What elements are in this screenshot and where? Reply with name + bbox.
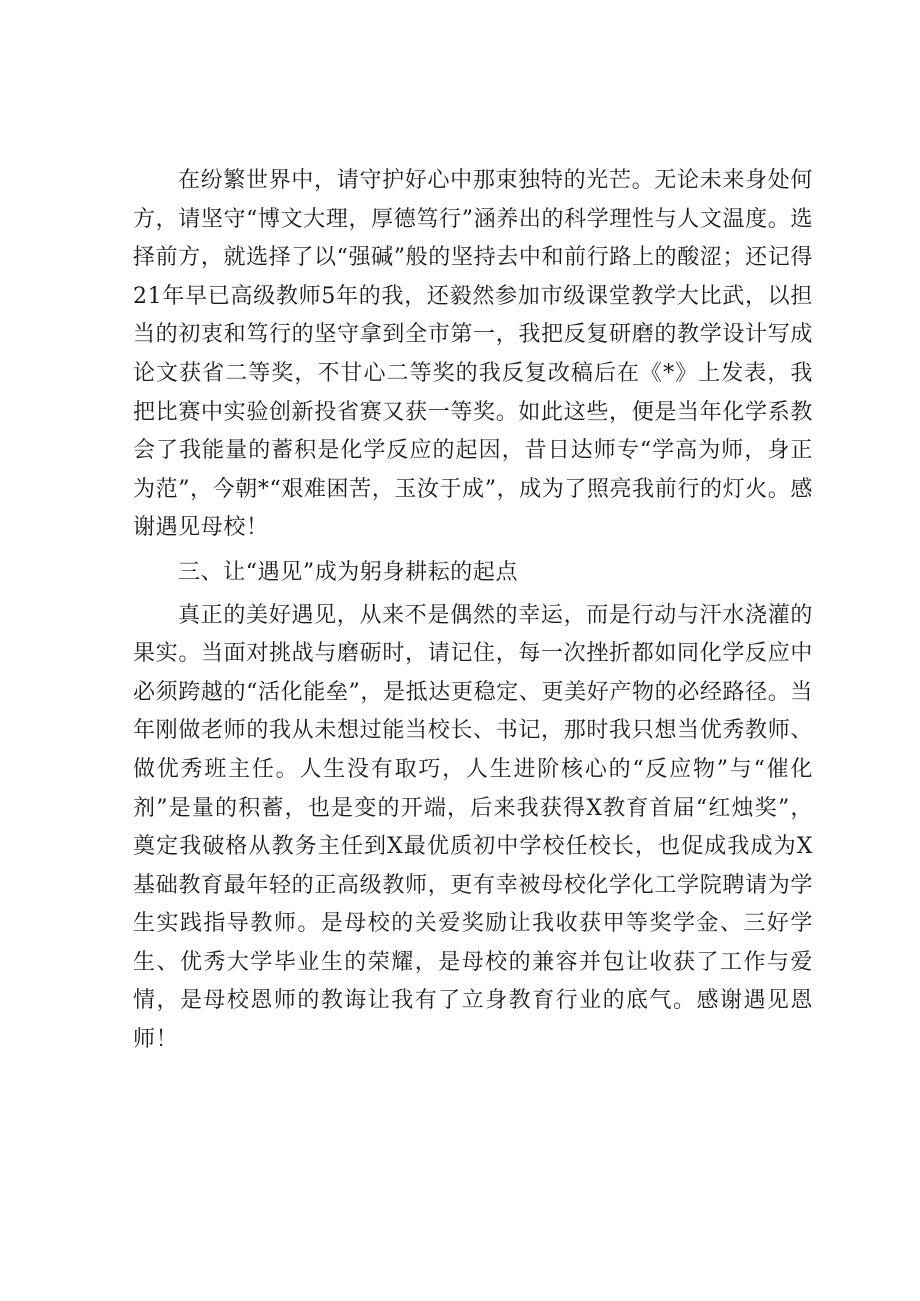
paragraph-gratitude-alma-mater: 在纷繁世界中，请守护好心中那束独特的光芒。无论未来身处何方，请坚守“博文大理，厚德笃行”涵养出的科学理性与人文温度。选择前方，就选择了以“强碱”般的坚持去中和前行路上的酸涩；还记得21年早已高级教师5年的我，还毅然参加市级课堂教学大比武，以担当的初衷和笃行的坚守拿到全市第一，我把反复研磨的教学设计写成论文获省二等奖，不甘心二等奖的我反复改稿后在《*》上发表，我把比赛中实验创新投省赛又获一等奖。如此这些，便是当年化学系教会了我能量的蓄积是化学反应的起因，昔日达师专“学高为师，身正为范”，今朝*“艰难困苦，玉汝于成”，成为了照亮我前行的灯火。感谢遇见母校！: [133, 168, 813, 541]
document-body: [133, 162, 813, 1060]
paragraph-gratitude-teachers: 真正的美好遇见，从来不是偶然的幸运，而是行动与汗水浇灌的果实。当面对挑战与磨砺时，请记住，每一次挫折都如同化学反应中必须跨越的“活化能垒”，是抵达更稳定、更美好产物的必经路径。当年刚做老师的我从未想过能当校长、书记，那时我只想当优秀教师、做优秀班主任。人生没有取巧，人生进阶核心的“反应物”与“催化剂”是量的积蓄，也是变的开端，后来我获得X教育首届“红烛奖”，奠定我破格从教务主任到X最优质初中学校任校长，也促成我成为X基础教育最年轻的正高级教师，更有幸被母校化学化工学院聘请为学生实践指导教师。是母校的关爱奖励让我收获甲等奖学金、三好学生、优秀大学毕业生的荣耀，是母校的兼容并包让收获了工作与爱情，是母校恩师的教诲让我有了立身教育行业的底气。感谢遇见恩师！: [133, 602, 813, 1053]
section-heading-three: 三、让“遇见”成为躬身耕耘的起点: [178, 559, 519, 585]
